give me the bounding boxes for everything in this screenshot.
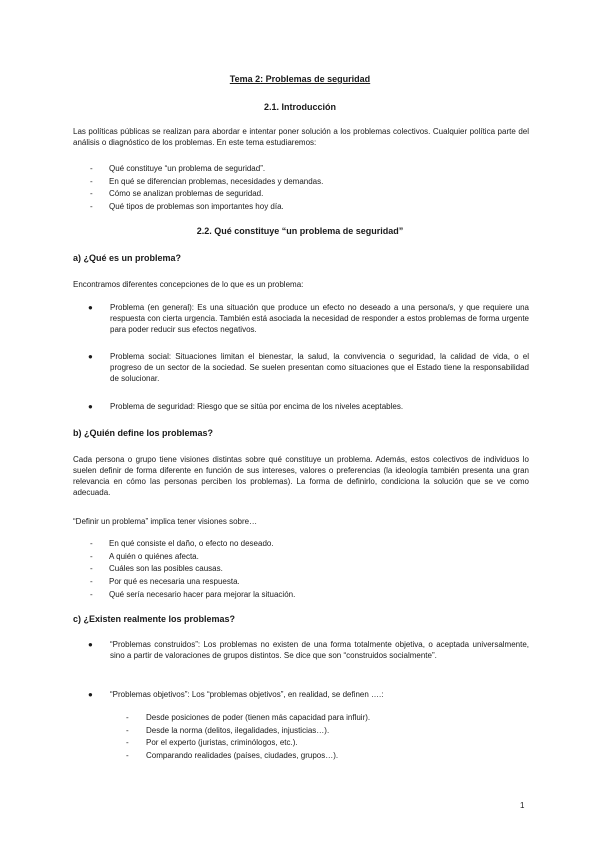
- subsection-heading-a: a) ¿Qué es un problema?: [73, 253, 182, 263]
- bullet-term: “Problemas objetivos”:: [110, 690, 190, 699]
- bullet-item: [88, 401, 529, 412]
- subsection-heading-b: b) ¿Quién define los problemas?: [73, 428, 214, 438]
- bullet-item: [88, 302, 529, 335]
- page-number: 1: [520, 801, 525, 810]
- bullet-term: Problema (en general):: [110, 303, 194, 312]
- bullet-item: [88, 689, 529, 700]
- list-item: - Por qué es necesaria una respuesta.: [90, 576, 510, 589]
- bullet-icon: ●: [88, 402, 93, 411]
- bullet-item: [88, 639, 529, 661]
- bullet-text: Riesgo que se sitúa por encima de los niveles aceptables.: [194, 402, 404, 411]
- list-item: - A quién o quiénes afecta.: [90, 551, 510, 564]
- list-item: - Qué sería necesario hacer para mejorar la situación.: [90, 589, 510, 602]
- bullet-term: “Problemas construidos”:: [110, 640, 201, 649]
- objective-definition-list: [126, 712, 486, 763]
- subsection-a-intro: Encontramos diferentes concepciones de lo que es un problema:: [73, 280, 304, 289]
- bullet-text: Los problemas no existen de una forma totalmente objetiva, o aceptada universalmente, sino a partir de valoraciones de grupos distintos. Se dice que son “construidos socialmente”.: [110, 640, 529, 660]
- subsection-b-intro: “Definir un problema” implica tener visiones sobre…: [73, 517, 258, 526]
- bullet-icon: ●: [88, 690, 93, 699]
- bullet-text: Es una situación que produce un efecto no deseado a una persona/s, y que requiere una respuesta con cierta urgencia. También está asociada la necesidad de responder a estos problemas de forma urgente para poder reducir sus efectos negativos.: [110, 303, 529, 334]
- section-heading-introduccion: 2.1. Introducción: [263, 102, 336, 112]
- section-heading-problema-seguridad: 2.2. Qué constituye “un problema de seguridad”: [196, 226, 404, 236]
- bullet-term: Problema social:: [110, 352, 172, 361]
- bullet-icon: ●: [88, 640, 93, 649]
- definition-list: [90, 538, 510, 601]
- list-item: - Desde posiciones de poder (tienen más capacidad para influir).: [126, 712, 486, 725]
- list-item: - En qué consiste el daño, o efecto no deseado.: [90, 538, 510, 551]
- document-title: Tema 2: Problemas de seguridad: [229, 74, 371, 84]
- bullet-icon: ●: [88, 352, 93, 361]
- subsection-heading-c: c) ¿Existen realmente los problemas?: [73, 614, 236, 624]
- intro-paragraph: Las políticas públicas se realizan para abordar e intentar poner solución a los problemas colectivos. Cualquier política parte del análisis o diagnóstico de los problemas. En este tema estudiaremos:: [73, 127, 529, 147]
- bullet-icon: ●: [88, 303, 93, 312]
- bullet-item: [88, 351, 529, 384]
- list-item: - Comparando realidades (países, ciudades, grupos…).: [126, 750, 486, 763]
- bullet-text: Los “problemas objetivos”, en realidad, se definen ….:: [189, 690, 384, 699]
- list-item: - Qué constituye “un problema de seguridad”.: [90, 163, 510, 176]
- list-item: - Por el experto (juristas, criminólogos, etc.).: [126, 737, 486, 750]
- bullet-text: Situaciones limitan el bienestar, la salud, la convivencia o seguridad, la calidad de vida, o el progreso de un sector de la sociedad. Se suelen presentan como situaciones que el Estado tiene la responsabilidad de solucionar.: [110, 352, 529, 383]
- list-item: - Cómo se analizan problemas de seguridad.: [90, 188, 510, 201]
- list-item: - Cuáles son las posibles causas.: [90, 563, 510, 576]
- list-item: - Desde la norma (delitos, ilegalidades, injusticias…).: [126, 725, 486, 738]
- list-item: - Qué tipos de problemas son importantes hoy día.: [90, 201, 510, 214]
- bullet-term: Problema de seguridad:: [110, 402, 195, 411]
- list-item: - En qué se diferencian problemas, necesidades y demandas.: [90, 176, 510, 189]
- topics-list: [90, 163, 510, 214]
- subsection-b-paragraph: Cada persona o grupo tiene visiones distintas sobre qué constituye un problema. Además, estos colectivos de individuos lo suelen definir de forma diferente en función de sus intereses, valores o preferencias (la ideología también presenta una gran relevancia en cómo las personas perciben los problemas). La forma de definirlo, condiciona la solución que se ve como adecuada.: [73, 455, 529, 497]
